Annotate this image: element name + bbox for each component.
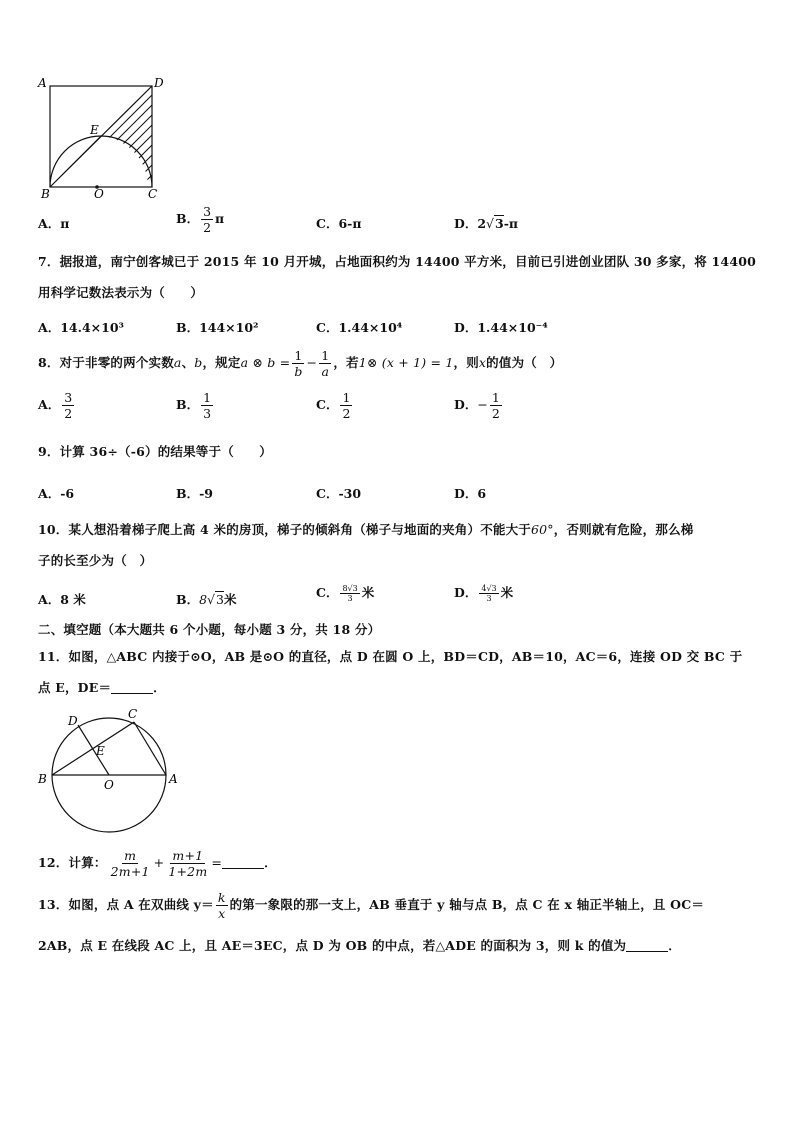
- q7-option-c: C．1.44×10⁴: [316, 320, 403, 335]
- q12-stem: 12．计算： $\frac{m}{2m+1}$ + $\frac{m+1}{1+2m}$ = ．: [38, 848, 277, 879]
- q10-option-a: A．8 米: [38, 592, 86, 607]
- label-e: E: [90, 123, 99, 137]
- q10-option-c: C． $\frac{8√3}{3}$ 米: [316, 584, 375, 603]
- figure-q6: [30, 70, 170, 205]
- label-d: D: [154, 76, 164, 90]
- q10-option-b: B．8√3米: [176, 592, 237, 607]
- label-a: A: [169, 772, 178, 786]
- q11-answer-blank[interactable]: [111, 693, 153, 694]
- q10-stem-line2: 子的长至少为（ ）: [38, 553, 153, 568]
- q7-option-d: D．1.44×10⁻⁴: [454, 320, 548, 335]
- q9-stem: 9．计算 36÷（-6）的结果等于（ ）: [38, 444, 273, 459]
- section-title-fill-in: 二、填空题（本大题共 6 个小题，每小题 3 分，共 18 分）: [38, 622, 381, 637]
- q6-option-d: D．2√3-π: [454, 216, 519, 231]
- label-a: A: [38, 76, 47, 90]
- label-c: C: [128, 707, 138, 721]
- q6-option-b: B． $\frac{3}{2}$ π: [176, 204, 225, 235]
- semicircle: [50, 136, 152, 187]
- figure-q11: [32, 703, 182, 838]
- q10-option-d: D． $\frac{4√3}{3}$ 米: [454, 584, 514, 603]
- label-d: D: [68, 714, 78, 728]
- q7-option-a: A．14.4×10³: [38, 320, 124, 335]
- q8-option-c: C． $\frac{1}{2}$: [316, 390, 351, 421]
- q9-option-b: B．-9: [176, 486, 213, 501]
- q9-option-a: A．-6: [38, 486, 75, 501]
- q13-stem-line1: 13．如图，点 A 在双曲线 y＝ $\frac{k}{x}$ 的第一象限的那一支上，AB 垂直于 y 轴与点 B，点 C 在 x 轴正半轴上，且 OC＝: [38, 890, 705, 921]
- q9-option-c: C．-30: [316, 486, 362, 501]
- label-b: B: [41, 187, 50, 201]
- label-o: O: [94, 187, 104, 201]
- q8-option-d: D．− $\frac{1}{2}$: [454, 390, 500, 421]
- q7-stem-line2: 用科学记数法表示为（ ）: [38, 285, 204, 300]
- q9-option-d: D．6: [454, 486, 487, 501]
- q13-stem-line2: 2AB，点 E 在线段 AC 上，且 AE＝3EC，点 D 为 OB 的中点，若△ADE 的面积为 3，则 k 的值为 ．: [38, 938, 681, 953]
- q8-option-a: A． $\frac{3}{2}$: [38, 390, 73, 421]
- q12-answer-blank[interactable]: [222, 868, 264, 869]
- chord-ca: [134, 722, 166, 775]
- q6-option-c: C．6-π: [316, 216, 362, 231]
- q7-stem-line1: 7．据报道，南宁创客城已于 2015 年 10 月开城，占地面积约为 14400 平方米，目前已引进创业团队 30 多家，将 14400: [38, 254, 757, 269]
- q8-stem: 8．对于非零的两个实数a、b，规定a ⊗ b = $\frac{1}{b}$ − $\frac{1}{a}$ ，若1⊗ (x + 1) = 1，则x的值为（ ）: [38, 348, 563, 379]
- q11-stem-line1: 11．如图，△ABC 内接于⊙O，AB 是⊙O 的直径，点 D 在圆 O 上，BD＝CD，AB＝10，AC＝6，连接 OD 交 BC 于: [38, 649, 743, 664]
- q6-option-a: A．π: [38, 216, 70, 231]
- label-c: C: [148, 187, 158, 201]
- q10-stem-line1: 10．某人想沿着梯子爬上高 4 米的房顶，梯子的倾斜角（梯子与地面的夹角）不能大于60°，否则就有危险，那么梯: [38, 522, 694, 537]
- q11-stem-line2: 点 E，DE＝ ．: [38, 680, 166, 695]
- q13-answer-blank[interactable]: [626, 951, 668, 952]
- label-o: O: [104, 778, 114, 792]
- q8-option-b: B． $\frac{1}{3}$: [176, 390, 212, 421]
- label-e: E: [96, 744, 105, 758]
- q7-option-b: B．144×10²: [176, 320, 259, 335]
- label-b: B: [38, 772, 47, 786]
